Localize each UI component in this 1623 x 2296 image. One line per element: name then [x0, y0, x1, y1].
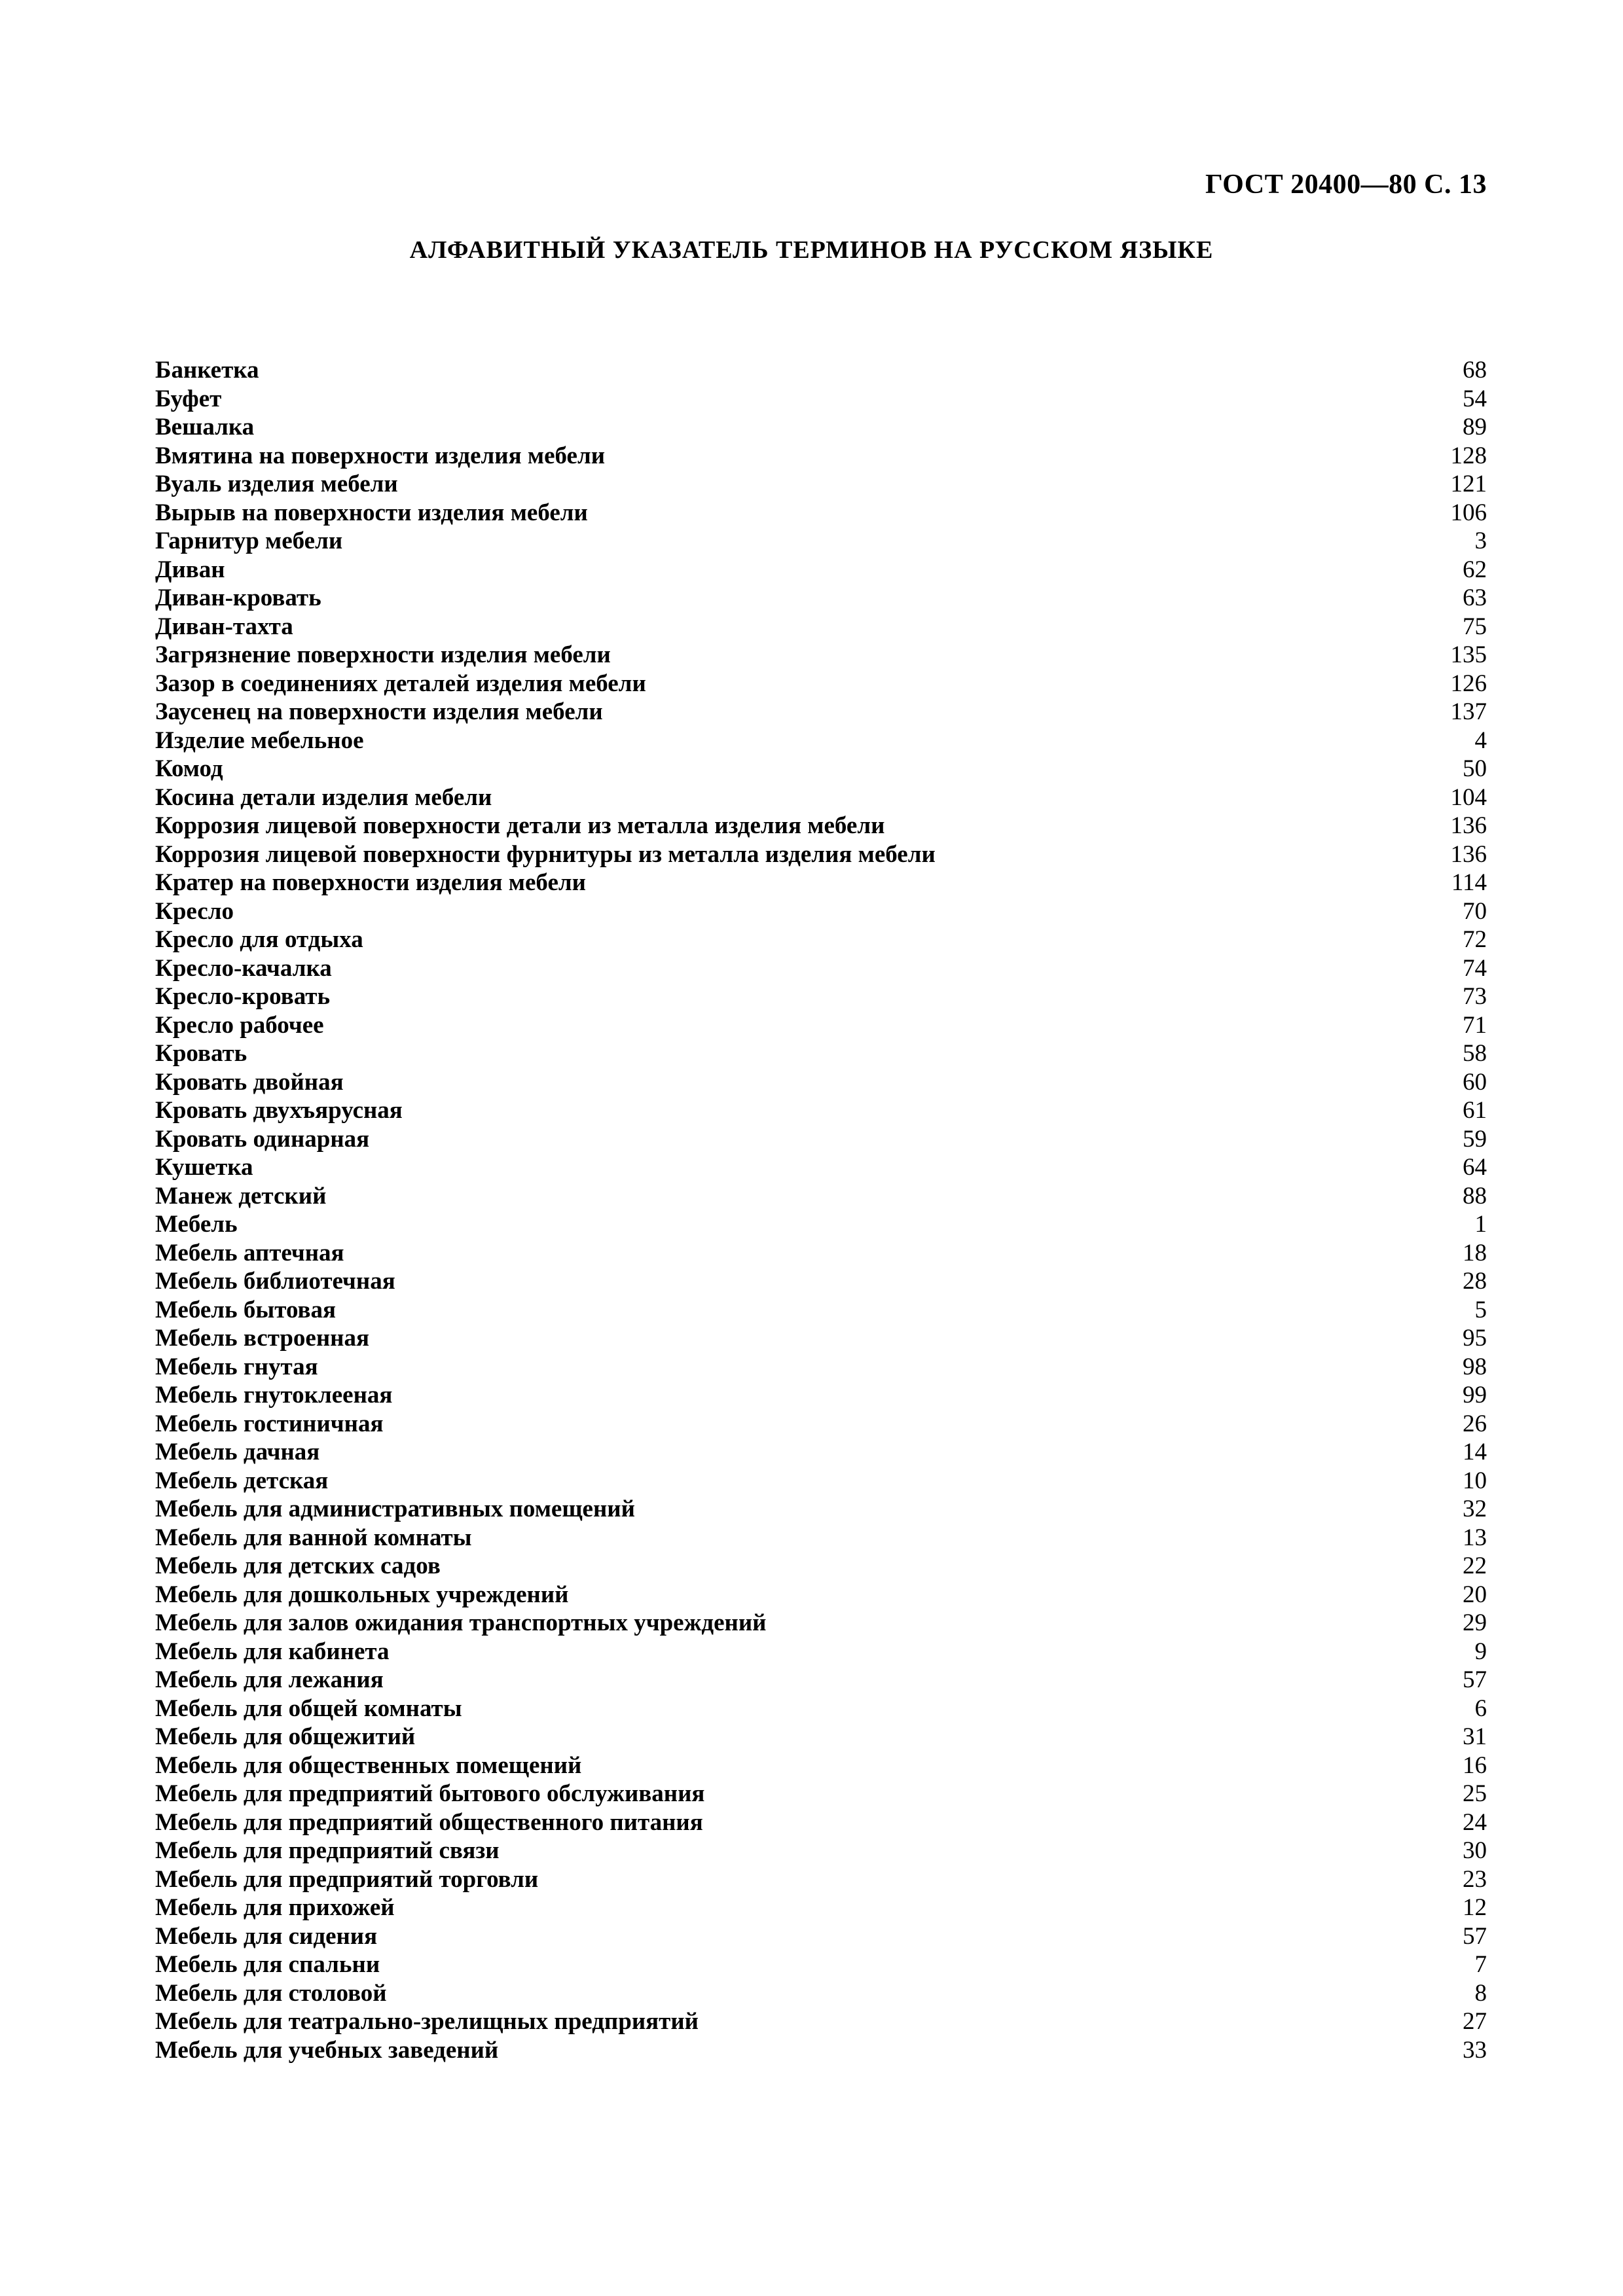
index-term-number: 24	[1463, 1808, 1487, 1836]
index-entry	[155, 1837, 1487, 1865]
index-term: Буфет	[155, 385, 222, 412]
index-term-number: 58	[1463, 1040, 1487, 1067]
index-term: Кресло для отдыха	[155, 926, 363, 953]
index-term-number: 136	[1450, 812, 1487, 839]
index-entry	[155, 840, 1487, 869]
index-term-number: 136	[1450, 840, 1487, 868]
index-term: Кратер на поверхности изделия мебели	[155, 869, 586, 896]
index-term-number: 75	[1463, 613, 1487, 640]
index-entry	[155, 1666, 1487, 1695]
index-term: Мебель для ванной комнаты	[155, 1524, 472, 1551]
index-entry	[155, 1353, 1487, 1382]
index-entry	[155, 1524, 1487, 1552]
index-term-number: 104	[1450, 783, 1487, 811]
index-term: Мебель гнутая	[155, 1353, 318, 1380]
index-term-number: 135	[1450, 641, 1487, 668]
index-entry	[155, 925, 1487, 954]
index-term: Мебель для административных помещений	[155, 1496, 635, 1522]
index-term-number: 12	[1463, 1894, 1487, 1921]
index-term-number: 73	[1463, 983, 1487, 1010]
index-term-number: 3	[1474, 528, 1487, 554]
index-term: Кресло-качалка	[155, 954, 332, 982]
index-term-number: 98	[1463, 1353, 1487, 1380]
index-term-number: 68	[1463, 357, 1487, 384]
index-term-number: 74	[1463, 954, 1487, 982]
index-entry	[155, 613, 1487, 641]
index-entry	[155, 2007, 1487, 2036]
index-entry	[155, 356, 1487, 385]
index-term-number: 63	[1463, 584, 1487, 611]
index-term-number: 128	[1450, 442, 1487, 469]
index-term: Мебель для столовой	[155, 1979, 387, 2007]
index-entry	[155, 1922, 1487, 1951]
index-entry	[155, 897, 1487, 926]
index-entry	[155, 869, 1487, 897]
index-term: Манеж детский	[155, 1182, 327, 1210]
index-term: Кресло рабочее	[155, 1011, 324, 1039]
index-entry	[155, 1068, 1487, 1097]
index-entry	[155, 641, 1487, 670]
index-term: Мебель для общежитий	[155, 1723, 416, 1750]
index-term: Гарнитур мебели	[155, 528, 343, 554]
index-term: Банкетка	[155, 357, 259, 384]
index-term-number: 114	[1451, 869, 1487, 896]
index-term: Мебель для предприятий торговли	[155, 1865, 539, 1893]
index-term-number: 126	[1450, 670, 1487, 697]
index-term-number: 60	[1463, 1068, 1487, 1096]
index-term-number: 70	[1463, 897, 1487, 925]
index-entry	[155, 1751, 1487, 1780]
index-entry	[155, 1979, 1487, 2008]
index-entry	[155, 1581, 1487, 1609]
index-entry	[155, 556, 1487, 584]
index-entry	[155, 1381, 1487, 1410]
index-entry	[155, 1609, 1487, 1638]
index-entry	[155, 1808, 1487, 1837]
page-title: АЛФАВИТНЫЙ УКАЗАТЕЛЬ ТЕРМИНОВ НА РУССКОМ ЯЗЫКЕ	[409, 236, 1214, 264]
index-entry	[155, 1125, 1487, 1154]
index-entry	[155, 1153, 1487, 1182]
index-term-number: 26	[1463, 1410, 1487, 1437]
index-term-number: 95	[1463, 1325, 1487, 1352]
index-entry	[155, 413, 1487, 442]
index-term: Мебель для детских садов	[155, 1552, 441, 1579]
index-term: Кровать двойная	[155, 1068, 344, 1096]
index-term: Мебель детская	[155, 1467, 329, 1494]
index-term-number: 22	[1463, 1552, 1487, 1579]
index-entry	[155, 755, 1487, 783]
index-entry	[155, 1039, 1487, 1068]
index-term-number: 89	[1463, 414, 1487, 440]
index-term-number: 72	[1463, 926, 1487, 953]
index-entry	[155, 1865, 1487, 1894]
index-entry	[155, 1552, 1487, 1581]
index-term: Мебель бытовая	[155, 1296, 337, 1323]
index-term: Мебель для общей комнаты	[155, 1695, 462, 1722]
index-term-number: 57	[1463, 1666, 1487, 1693]
index-term: Коррозия лицевой поверхности фурнитуры из металла изделия мебели	[155, 840, 936, 868]
index-term: Кресло-кровать	[155, 983, 331, 1010]
index-term: Мебель для кабинета	[155, 1638, 390, 1665]
index-term-number: 18	[1463, 1239, 1487, 1266]
index-term: Мебель гнутоклееная	[155, 1382, 393, 1408]
index-term-number: 5	[1474, 1296, 1487, 1323]
index-term: Вырыв на поверхности изделия мебели	[155, 499, 588, 526]
index-term: Мебель	[155, 1211, 238, 1238]
index-term: Мебель для предприятий связи	[155, 1837, 500, 1864]
index-entry	[155, 670, 1487, 698]
index-term-number: 31	[1463, 1723, 1487, 1750]
index-term-number: 30	[1463, 1837, 1487, 1864]
index-entry	[155, 1438, 1487, 1467]
index-term: Кровать	[155, 1040, 247, 1067]
index-term: Мебель для предприятий общественного питания	[155, 1808, 703, 1836]
index-term: Вмятина на поверхности изделия мебели	[155, 442, 606, 469]
index-term-number: 137	[1450, 698, 1487, 725]
index-entry	[155, 1324, 1487, 1353]
index-entry	[155, 1239, 1487, 1268]
index-term: Мебель для дошкольных учреждений	[155, 1581, 569, 1608]
index-entry	[155, 1267, 1487, 1296]
index-entry	[155, 1638, 1487, 1666]
index-term: Кровать двухъярусная	[155, 1097, 403, 1124]
index-term-number: 106	[1450, 499, 1487, 526]
index-term: Косина детали изделия мебели	[155, 783, 492, 811]
index-term-number: 10	[1463, 1467, 1487, 1494]
index-term-number: 6	[1474, 1695, 1487, 1722]
index-term: Мебель для лежания	[155, 1666, 384, 1693]
index-entry	[155, 954, 1487, 983]
index-term-number: 59	[1463, 1125, 1487, 1153]
index-entry	[155, 982, 1487, 1011]
index-term: Кресло	[155, 897, 234, 925]
index-entry	[155, 698, 1487, 726]
index-term: Диван-тахта	[155, 613, 293, 640]
index-entry	[155, 1210, 1487, 1239]
index-term: Мебель для учебных заведений	[155, 2036, 499, 2064]
index-entry	[155, 783, 1487, 812]
index-term-number: 23	[1463, 1865, 1487, 1893]
index-entry	[155, 1011, 1487, 1040]
index-term-number: 29	[1463, 1609, 1487, 1636]
index-term: Мебель для предприятий бытового обслуживания	[155, 1780, 705, 1807]
term-index-list	[155, 356, 1487, 2064]
index-entry	[155, 527, 1487, 556]
index-term: Мебель для залов ожидания транспортных учреждений	[155, 1609, 767, 1636]
index-entry	[155, 1950, 1487, 1979]
index-term-number: 88	[1463, 1182, 1487, 1210]
index-term-number: 20	[1463, 1581, 1487, 1608]
index-entry	[155, 726, 1487, 755]
index-entry	[155, 1096, 1487, 1125]
index-term: Вешалка	[155, 414, 255, 440]
index-term: Мебель встроенная	[155, 1325, 370, 1352]
index-term-number: 1	[1474, 1211, 1487, 1238]
index-entry	[155, 385, 1487, 414]
index-term: Кушетка	[155, 1154, 253, 1181]
index-term-number: 7	[1474, 1951, 1487, 1978]
index-entry	[155, 470, 1487, 499]
index-entry	[155, 1182, 1487, 1211]
index-term: Загрязнение поверхности изделия мебели	[155, 641, 611, 668]
index-entry	[155, 812, 1487, 840]
index-term-number: 28	[1463, 1268, 1487, 1295]
index-entry	[155, 2036, 1487, 2065]
index-term-number: 14	[1463, 1439, 1487, 1465]
index-term: Мебель гостиничная	[155, 1410, 384, 1437]
index-term: Диван-кровать	[155, 584, 321, 611]
index-entry	[155, 1495, 1487, 1524]
index-term-number: 121	[1450, 471, 1487, 497]
index-term-number: 50	[1463, 755, 1487, 782]
index-term: Мебель для спальни	[155, 1951, 380, 1978]
index-term-number: 8	[1474, 1979, 1487, 2007]
index-term: Заусенец на поверхности изделия мебели	[155, 698, 603, 725]
index-term-number: 99	[1463, 1382, 1487, 1408]
index-term: Комод	[155, 755, 223, 782]
index-term-number: 32	[1463, 1496, 1487, 1522]
index-term-number: 27	[1463, 2008, 1487, 2035]
index-term-number: 16	[1463, 1751, 1487, 1779]
index-term: Диван	[155, 556, 225, 583]
index-entry	[155, 1893, 1487, 1922]
index-entry	[155, 1780, 1487, 1808]
index-term-number: 9	[1474, 1638, 1487, 1665]
index-term-number: 4	[1474, 726, 1487, 754]
index-term: Изделие мебельное	[155, 726, 364, 754]
index-term-number: 71	[1463, 1011, 1487, 1039]
index-term-number: 57	[1463, 1922, 1487, 1950]
index-entry	[155, 584, 1487, 613]
index-entry	[155, 442, 1487, 471]
index-entry	[155, 1723, 1487, 1751]
index-entry	[155, 1467, 1487, 1496]
index-term-number: 61	[1463, 1097, 1487, 1124]
index-term-number: 54	[1463, 385, 1487, 412]
index-term-number: 25	[1463, 1780, 1487, 1807]
index-term: Коррозия лицевой поверхности детали из металла изделия мебели	[155, 812, 885, 839]
index-term: Мебель библиотечная	[155, 1268, 395, 1295]
index-entry	[155, 1695, 1487, 1723]
index-entry	[155, 1410, 1487, 1439]
page-header: ГОСТ 20400—80 С. 13	[1205, 170, 1487, 200]
index-term: Мебель дачная	[155, 1439, 320, 1465]
index-term: Мебель для общественных помещений	[155, 1751, 582, 1779]
index-term-number: 33	[1463, 2036, 1487, 2064]
index-term: Кровать одинарная	[155, 1125, 370, 1153]
index-term-number: 62	[1463, 556, 1487, 583]
index-term: Мебель для театрально-зрелищных предприятий	[155, 2008, 699, 2035]
index-term: Мебель аптечная	[155, 1239, 344, 1266]
index-term-number: 13	[1463, 1524, 1487, 1551]
index-term: Мебель для прихожей	[155, 1894, 395, 1921]
index-entry	[155, 499, 1487, 528]
index-entry	[155, 1296, 1487, 1325]
index-term: Зазор в соединениях деталей изделия мебели	[155, 670, 646, 697]
index-term: Мебель для сидения	[155, 1922, 378, 1950]
index-term: Вуаль изделия мебели	[155, 471, 398, 497]
index-term-number: 64	[1463, 1154, 1487, 1181]
